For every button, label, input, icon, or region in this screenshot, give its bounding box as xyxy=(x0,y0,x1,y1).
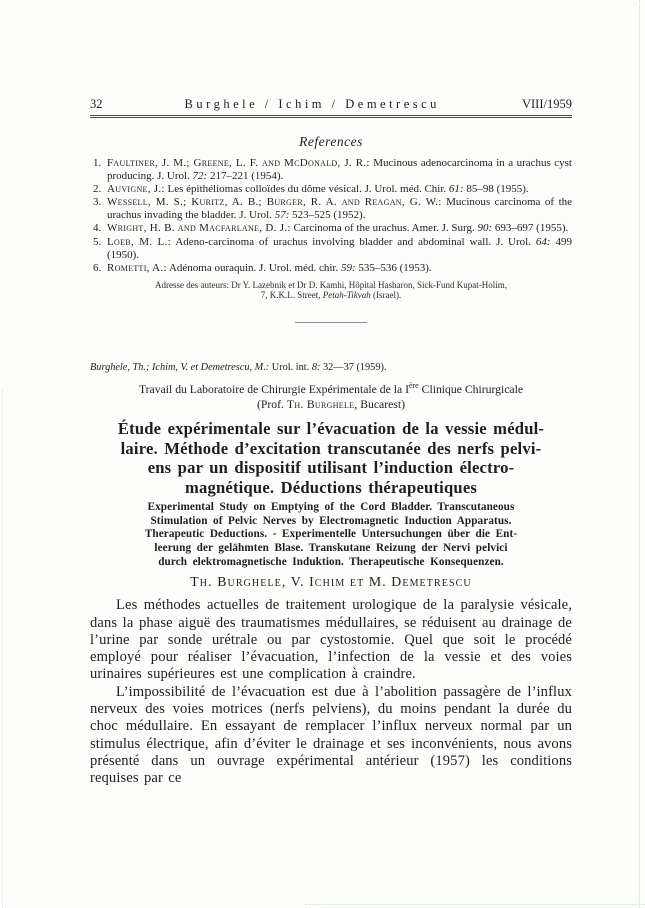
article-authors: Th. Burghele, V. Ichim et M. Demetrescu xyxy=(190,574,472,590)
reference-number: 1. xyxy=(93,157,102,169)
page-content xyxy=(90,97,572,788)
references-list xyxy=(90,157,572,275)
reference-pages: 217–221 (1954). xyxy=(207,170,284,183)
reference-volume: 59: xyxy=(340,261,356,274)
reference-item xyxy=(90,236,572,262)
reference-number: 2. xyxy=(93,183,102,196)
article-subtitle-line: Therapeutic Deductions. - Experimentelle Untersuchungen über die Ent- xyxy=(144,528,518,541)
reference-authors: Rometti, A.: xyxy=(107,261,167,274)
authors-address xyxy=(90,280,572,301)
body-paragraph: Les méthodes actuelles de traitement urologique de la paralysie vésicale, dans la phase aiguë des traumatismes médullaires, se réduisent au drainage de l’urine par sonde urétrale ou par cystostomie. Quel que soit le procédé employé pour réaliser l’évacuation, l’infection de la vessie et des voies urinaires supérieures est une complication à craindre. xyxy=(90,597,572,683)
article-title-line: magnétique. Déductions thérapeutiques xyxy=(184,477,478,497)
affiliation-line1: Travail du Laboratoire de Chirurgie Expérimentale de la Ière Clinique Chirurgicale xyxy=(138,381,524,396)
authors-address-line2: 7, K.K.L. Street, Petah-Tikvah (Israel). xyxy=(260,290,402,301)
reference-volume: 72: xyxy=(192,170,208,183)
scan-edge-artifact-left xyxy=(2,390,3,908)
affiliation xyxy=(90,378,572,413)
reference-pages: 693–697 (1955). xyxy=(492,222,569,235)
scan-edge-artifact-bottom xyxy=(305,904,645,905)
reference-item xyxy=(90,196,572,222)
reference-number: 4. xyxy=(93,222,102,235)
article-citation xyxy=(90,362,572,373)
reference-number: 6. xyxy=(93,261,102,274)
reference-text: Adénoma ouraquin. J. Urol. méd. chir. xyxy=(166,261,341,274)
citation-authors: Burghele, Th.; Ichim, V. et Demetrescu, M.: xyxy=(90,362,270,374)
reference-authors: Wright, H. B. and Macfarlane, D. J.: xyxy=(107,222,291,235)
citation-volume: 8: xyxy=(311,362,321,374)
page-header xyxy=(90,97,572,118)
reference-pages: 535–536 (1953). xyxy=(355,261,432,274)
body-paragraph: L’impossibilité de l’évacuation est due à l’abolition passagère de l’influx nerveux des voies motrices (nerfs pelviens), du moins pendant la durée du choc médullaire. En essayant de remplacer l’influx nerveux normal par un stimulus électrique, afin d’éviter le drainage et ses inconvénients, nous avons présenté dans un ouvrage expérimental antérieur (1957) les conditions requises par ce xyxy=(90,683,572,787)
reference-text: Adeno-carcinoma of urachus involving bladder and abdominal wall. J. Urol. xyxy=(171,235,536,248)
references-heading: References xyxy=(299,134,363,149)
citation-journal: Urol. int. xyxy=(269,362,312,374)
reference-authors: Loeb, M. L.: xyxy=(107,235,171,248)
article-subtitle-line: Experimental Study on Emptying of the Cord Bladder. Transcutaneous xyxy=(147,501,515,514)
reference-item xyxy=(90,183,572,196)
issue-label: VIII/1959 xyxy=(521,97,572,111)
article-title-line: laire. Méthode d’excitation transcutanée des nerfs pelvi- xyxy=(120,438,542,458)
reference-text: Carcinoma of the urachus. Amer. J. Surg. xyxy=(290,222,478,235)
reference-number: 5. xyxy=(93,235,102,248)
affiliation-line2: (Prof. Th. Burghele, Bucarest) xyxy=(257,398,405,412)
reference-authors: Auvigne, J.: xyxy=(107,183,165,196)
article-subtitle-line: Stimulation of Pelvic Nerves by Electromagnetic Induction Apparatus. xyxy=(150,514,512,527)
reference-pages: 85–98 (1955). xyxy=(463,183,529,196)
article-title-line: Étude expérimentale sur l’évacuation de la vessie médul- xyxy=(117,418,545,438)
authors-address-line1: Adresse des auteurs: Dr Y. Lazebnik et Dr D. Kamhi, Hôpital Hasharon, Sick-Fund Kupat-Holim, xyxy=(155,279,507,290)
reference-volume: 61: xyxy=(448,183,464,196)
article-title xyxy=(90,419,572,497)
reference-volume: 64: xyxy=(535,235,551,248)
reference-pages: 499 (1950). xyxy=(107,235,572,261)
reference-authors: Faultiner, J. M.; Greene, L. F. and McDonald, J. R.: xyxy=(107,157,370,169)
reference-text: Mucinous carcinoma of the urachus invading the bladder. J. Urol. xyxy=(107,196,573,222)
reference-volume: 57: xyxy=(274,209,290,222)
running-title: Burghele / Ichim / Demetrescu xyxy=(184,97,440,111)
reference-volume: 90: xyxy=(477,222,493,235)
scan-edge-artifact-right xyxy=(639,0,640,908)
reference-text: Les épithéliomas colloïdes du dôme vésical. J. Urol. méd. Chir. xyxy=(164,183,449,196)
article-subtitle-line: durch elektromagnetische Induktion. Therapeutische Konsequenzen. xyxy=(158,555,504,568)
article-subtitle xyxy=(90,501,572,569)
section-divider xyxy=(295,322,367,323)
reference-item xyxy=(90,262,572,275)
reference-pages: 523–525 (1952). xyxy=(289,209,366,222)
affiliation-professor: Th. Burghele xyxy=(286,398,355,412)
reference-authors: Wessell, M. S.; Kuritz, A. B.; Burger, R. A. and Reagan, G. W.: xyxy=(107,196,442,209)
reference-text: Mucinous adenocarcinoma in a urachus cyst producing. J. Urol. xyxy=(107,157,572,183)
citation-pages: 32—37 (1959). xyxy=(320,362,387,374)
page-number: 32 xyxy=(90,97,103,111)
article-subtitle-line: leerung der gelähmten Blase. Transkutane Reizung der Nervi pelvici xyxy=(154,542,508,555)
reference-item xyxy=(90,157,572,183)
article-title-line: ens par un dispositif utilisant l’induction électro- xyxy=(147,458,515,478)
reference-item xyxy=(90,222,572,235)
article-body xyxy=(90,597,572,787)
reference-number: 3. xyxy=(93,196,102,209)
